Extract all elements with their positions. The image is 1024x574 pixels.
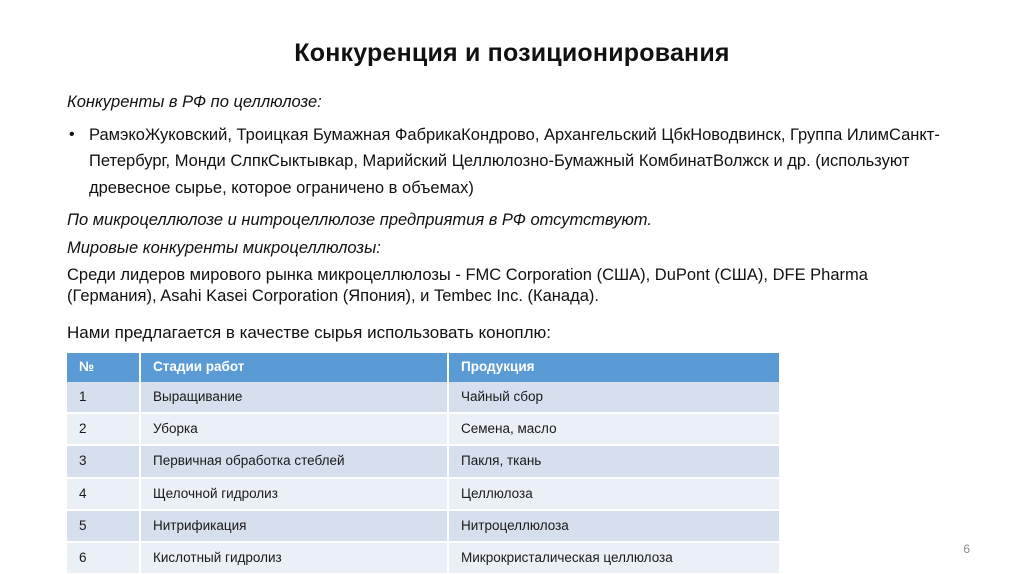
bullet-marker-icon: •: [69, 125, 75, 143]
world-leaders-paragraph: Среди лидеров мирового рынка микроцеллюлозы - FMC Corporation (США), DuPont (США), DFE Pharma (Германия), Asahi Kasei Corporation (Япония), и Tembec Inc. (Канада).: [67, 266, 868, 306]
cell-product: Целлюлоза: [448, 478, 779, 510]
table-lead-text: Нами предлагается в качестве сырья использовать коноплю:: [67, 323, 552, 342]
page-title: Конкуренция и позиционирования: [294, 39, 730, 67]
table-body: [67, 382, 779, 573]
table-header: [67, 353, 779, 382]
cell-number: 2: [67, 413, 140, 445]
bullet-item-competitors: [67, 122, 957, 202]
table-header-row: [67, 353, 779, 382]
cell-product: Семена, масло: [448, 413, 779, 445]
cell-stage: Уборка: [140, 413, 448, 445]
stages-table: [67, 353, 779, 573]
cell-product: Чайный сбор: [448, 382, 779, 413]
table-header-stage: Стадии работ: [140, 353, 448, 382]
cell-number: 1: [67, 382, 140, 413]
table-header-number: №: [67, 353, 140, 382]
bullet-item-text: РамэкоЖуковский, Троицкая Бумажная ФабрикаКондрово, Архангельский ЦбкНоводвинск, Группа ИлимСанкт-Петербург, Монди СлпкСыктывкар, Марийский Целлюлозно-Бумажный КомбинатВолжск и др. (используют древесное сырье, которое ограничено в объемах): [89, 125, 940, 197]
note-no-russian-producers: По микроцеллюлозе и нитроцеллюлозе предприятия в РФ отсутствуют.: [67, 210, 652, 229]
cell-stage: Выращивание: [140, 382, 448, 413]
table-header-product: Продукция: [448, 353, 779, 382]
body-content: [67, 90, 957, 307]
cell-product: Пакля, ткань: [448, 445, 779, 477]
table-row: [67, 445, 779, 477]
cell-number: 6: [67, 542, 140, 573]
cell-stage: Кислотный гидролиз: [140, 542, 448, 573]
cell-number: 3: [67, 445, 140, 477]
table-row: [67, 413, 779, 445]
cell-stage: Первичная обработка стеблей: [140, 445, 448, 477]
table-row: [67, 478, 779, 510]
cell-product: Микрокристалическая целлюлоза: [448, 542, 779, 573]
cell-stage: Нитрификация: [140, 510, 448, 542]
table-row: [67, 382, 779, 413]
cell-product: Нитроцеллюлоза: [448, 510, 779, 542]
intro-italic-line: Конкуренты в РФ по целлюлозе:: [67, 93, 322, 111]
note-world-competitors-heading: Мировые конкуренты микроцеллюлозы:: [67, 239, 381, 258]
cell-number: 4: [67, 478, 140, 510]
cell-stage: Щелочной гидролиз: [140, 478, 448, 510]
page-number: 6: [963, 542, 970, 556]
table-row: [67, 510, 779, 542]
table-row: [67, 542, 779, 573]
cell-number: 5: [67, 510, 140, 542]
